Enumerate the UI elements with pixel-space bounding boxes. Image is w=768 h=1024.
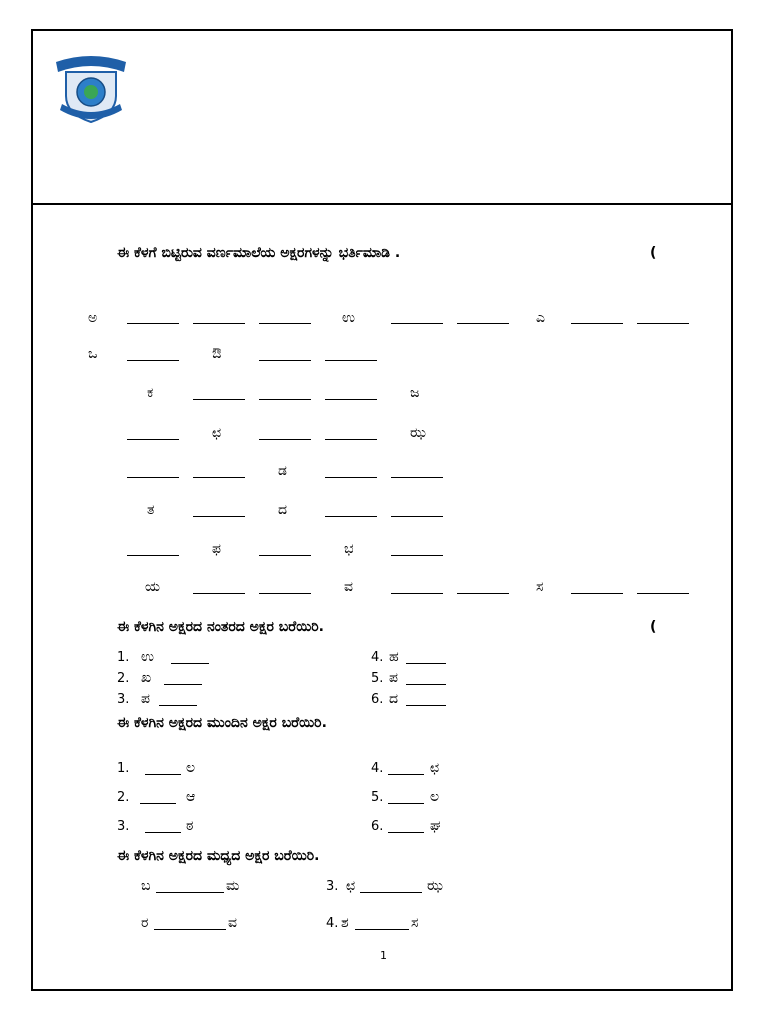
item-letter: ಲ xyxy=(430,789,440,805)
blank-line[interactable] xyxy=(325,439,377,440)
item-letter: ಖ xyxy=(141,670,152,686)
answer-blank[interactable] xyxy=(388,832,424,833)
letter-o: ಒ xyxy=(88,346,98,362)
answer-blank[interactable] xyxy=(406,684,446,685)
blank-line[interactable] xyxy=(127,323,179,324)
item-number: 4. xyxy=(326,916,339,931)
section1-instruction: ಈ ಕೆಳಗೆ ಬಿಟ್ಟಿರುವ ವರ್ಣಮಾಲೆಯ ಅಕ್ಷರಗಳನ್ನು ಭರ್ತಿಮಾಡಿ . xyxy=(117,245,401,261)
item-letter: ಠ xyxy=(186,818,194,834)
blank-line[interactable] xyxy=(637,593,689,594)
blank-line[interactable] xyxy=(325,516,377,517)
blank-line[interactable] xyxy=(259,555,311,556)
letter-ya: ಯ xyxy=(145,579,160,595)
blank-line[interactable] xyxy=(391,516,443,517)
answer-blank[interactable] xyxy=(171,663,209,664)
item-letter: ಪ xyxy=(141,691,150,707)
section2-paren: ( xyxy=(650,619,657,635)
blank-line[interactable] xyxy=(127,360,179,361)
blank-line[interactable] xyxy=(457,323,509,324)
item-left-letter: ಛ xyxy=(346,878,356,894)
blank-line[interactable] xyxy=(259,439,311,440)
letter-pha: ಫ xyxy=(212,541,221,557)
blank-line[interactable] xyxy=(391,477,443,478)
item-letter: ಛ xyxy=(430,760,440,776)
blank-line[interactable] xyxy=(193,593,245,594)
answer-blank[interactable] xyxy=(159,705,197,706)
answer-blank[interactable] xyxy=(360,892,422,893)
item-number: 4. xyxy=(371,650,384,665)
answer-blank[interactable] xyxy=(388,803,424,804)
answer-blank[interactable] xyxy=(145,774,181,775)
page-border xyxy=(31,29,733,991)
blank-line[interactable] xyxy=(325,477,377,478)
item-number: 3. xyxy=(117,819,130,834)
letter-u: ಉ xyxy=(342,310,355,326)
header-divider xyxy=(33,203,731,205)
school-logo xyxy=(52,52,130,124)
item-number: 4. xyxy=(371,761,384,776)
answer-blank[interactable] xyxy=(154,929,226,930)
blank-line[interactable] xyxy=(193,399,245,400)
blank-line[interactable] xyxy=(127,555,179,556)
answer-blank[interactable] xyxy=(406,663,446,664)
answer-blank[interactable] xyxy=(140,803,176,804)
item-letter: ಉ xyxy=(141,649,154,665)
item-left-letter: ರ xyxy=(141,915,149,931)
letter-cha: ಛ xyxy=(212,425,222,441)
item-letter: ಲ xyxy=(186,760,196,776)
answer-blank[interactable] xyxy=(145,832,181,833)
section1-paren: ( xyxy=(650,245,657,261)
blank-line[interactable] xyxy=(259,323,311,324)
letter-ka: ಕ xyxy=(147,385,154,401)
letter-au: ಔ xyxy=(212,346,222,362)
item-number: 3. xyxy=(117,692,130,707)
item-letter: ಆ xyxy=(186,789,196,805)
blank-line[interactable] xyxy=(571,593,623,594)
letter-jha: ಝ xyxy=(410,425,426,441)
blank-line[interactable] xyxy=(259,360,311,361)
item-right-letter: ವ xyxy=(228,915,237,931)
item-number: 5. xyxy=(371,671,384,686)
item-number: 6. xyxy=(371,692,384,707)
answer-blank[interactable] xyxy=(406,705,446,706)
section4-instruction: ಈ ಕೆಳಗಿನ ಅಕ್ಷರದ ಮಧ್ಯದ ಅಕ್ಷರ ಬರೆಯಿರಿ. xyxy=(117,848,320,864)
letter-bha: ಭ xyxy=(344,541,354,557)
blank-line[interactable] xyxy=(193,323,245,324)
blank-line[interactable] xyxy=(259,399,311,400)
blank-line[interactable] xyxy=(325,399,377,400)
blank-line[interactable] xyxy=(457,593,509,594)
blank-line[interactable] xyxy=(193,477,245,478)
item-letter: ಹ xyxy=(389,649,399,665)
item-letter: ಪ xyxy=(389,670,398,686)
item-number: 2. xyxy=(117,790,130,805)
item-letter: ಘ xyxy=(430,818,441,834)
item-right-letter: ಮ xyxy=(226,878,240,894)
item-number: 6. xyxy=(371,819,384,834)
section2-instruction: ಈ ಕೆಳಗಿನ ಅಕ್ಷರದ ನಂತರದ ಅಕ್ಷರ ಬರೆಯಿರಿ. xyxy=(117,619,324,635)
item-left-letter: ಬ xyxy=(141,878,151,894)
blank-line[interactable] xyxy=(127,477,179,478)
blank-line[interactable] xyxy=(193,516,245,517)
blank-line[interactable] xyxy=(127,439,179,440)
letter-dda: ಡ xyxy=(278,463,287,479)
section3-instruction: ಈ ಕೆಳಗಿನ ಅಕ್ಷರದ ಮುಂದಿನ ಅಕ್ಷರ ಬರೆಯಿರಿ. xyxy=(117,715,327,731)
answer-blank[interactable] xyxy=(388,774,424,775)
item-number: 1. xyxy=(117,650,130,665)
blank-line[interactable] xyxy=(325,360,377,361)
blank-line[interactable] xyxy=(259,593,311,594)
letter-e: ಎ xyxy=(536,310,545,326)
answer-blank[interactable] xyxy=(156,892,224,893)
item-number: 1. xyxy=(117,761,130,776)
item-right-letter: ಸ xyxy=(411,915,419,931)
blank-line[interactable] xyxy=(571,323,623,324)
item-number: 2. xyxy=(117,671,130,686)
item-right-letter: ಝ xyxy=(427,878,443,894)
item-left-letter: ಶ xyxy=(341,915,349,931)
page-number: 1 xyxy=(380,949,387,962)
letter-va: ವ xyxy=(344,579,353,595)
blank-line[interactable] xyxy=(391,323,443,324)
item-number: 3. xyxy=(326,879,339,894)
blank-line[interactable] xyxy=(637,323,689,324)
blank-line[interactable] xyxy=(391,593,443,594)
letter-da: ದ xyxy=(278,502,288,518)
item-number: 5. xyxy=(371,790,384,805)
blank-line[interactable] xyxy=(391,555,443,556)
answer-blank[interactable] xyxy=(355,929,409,930)
item-letter: ದ xyxy=(389,691,399,707)
letter-a: ಅ xyxy=(88,310,98,326)
answer-blank[interactable] xyxy=(164,684,202,685)
letter-sa: ಸ xyxy=(536,579,544,595)
letter-ja: ಜ xyxy=(410,385,420,401)
letter-ta: ತ xyxy=(147,502,155,518)
